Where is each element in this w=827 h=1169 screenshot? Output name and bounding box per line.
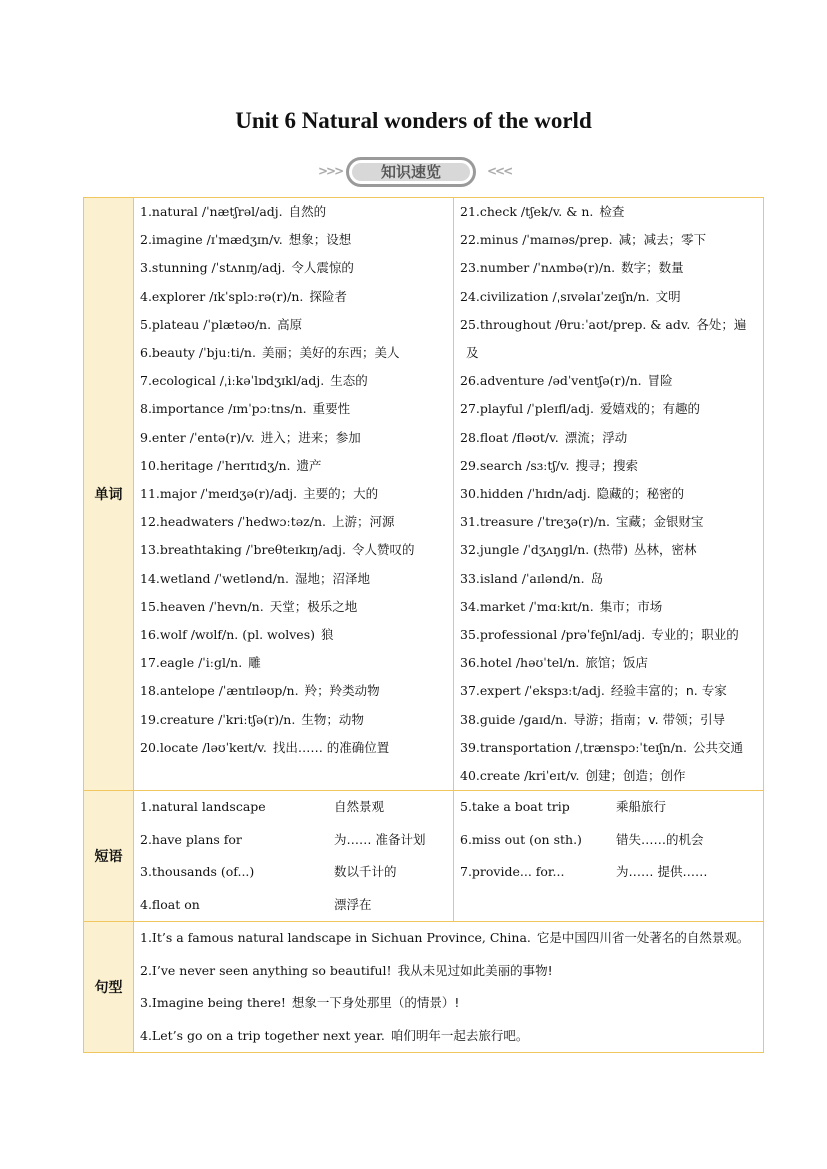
word-chinese: 各处；遍	[696, 316, 747, 332]
word-chinese: 高原	[277, 316, 303, 332]
word-item	[134, 311, 453, 339]
phrase-chinese: 乘船旅行	[616, 799, 667, 815]
word-chinese: 生态的	[330, 373, 368, 389]
word-chinese: 减；减去；零下	[618, 232, 707, 248]
phrase-item	[454, 856, 763, 889]
word-chinese: 隐藏的；秘密的	[596, 486, 685, 502]
word-english: 18.antelope /ˈæntɪləʊp/n.	[140, 683, 299, 699]
word-chinese: 主要的；大的	[303, 486, 379, 502]
phrase-english: 2.have plans for	[140, 831, 242, 847]
word-english: 9.enter /ˈentə(r)/v.	[140, 429, 255, 445]
phrase-item	[134, 791, 453, 824]
word-chinese: 公共交通	[692, 739, 743, 755]
word-item	[134, 593, 453, 621]
word-chinese: 进入；进来；参加	[260, 429, 361, 445]
word-chinese: 雕	[248, 655, 261, 671]
word-english: 10.heritage /ˈherɪtɪdʒ/n.	[140, 457, 291, 473]
word-item	[454, 424, 763, 452]
phrase-english: 5.take a boat trip	[460, 799, 570, 815]
word-chinese: 创建；创造；创作	[585, 768, 686, 784]
word-chinese: 检查	[599, 204, 625, 219]
word-item	[454, 593, 763, 621]
word-english: 5.plateau /ˈplætəʊ/n.	[140, 316, 272, 332]
word-chinese: 羚；羚类动物	[304, 683, 380, 699]
word-item	[454, 762, 763, 790]
word-english: 15.heaven /ˈhevn/n.	[140, 598, 264, 614]
word-chinese: 数字；数量	[621, 260, 684, 276]
word-english: 8.importance /ɪmˈpɔːtns/n.	[140, 401, 307, 417]
word-english: 38.guide /gaɪd/n.	[460, 711, 568, 727]
word-english: 22.minus /ˈmaɪnəs/prep.	[460, 232, 613, 248]
phrase-english: 1.natural landscape	[140, 799, 266, 815]
word-english: 12.headwaters /ˈhedwɔːtəz/n.	[140, 514, 326, 530]
word-english: 19.creature /ˈkriːtʃə(r)/n.	[140, 711, 296, 727]
page-title: Unit 6 Natural wonders of the world	[235, 108, 592, 133]
word-chinese: 湿地；沼泽地	[294, 570, 370, 586]
phrases-row	[84, 791, 764, 922]
banner-pill	[346, 157, 476, 187]
word-english: 21.check /tʃek/v. & n.	[460, 204, 594, 219]
word-english: 27.playful /ˈpleɪfl/adj.	[460, 401, 594, 417]
section-banner	[0, 156, 827, 196]
sentence-english: 4.Let’s go on a trip together next year.	[140, 1027, 385, 1043]
word-item	[454, 565, 763, 593]
words-left-column	[134, 198, 454, 791]
word-english: 35.professional /prəˈfeʃnl/adj.	[460, 627, 646, 643]
word-chinese: 集市；市场	[599, 598, 663, 614]
sentence-chinese: 想象一下身处那里（的情景）!	[291, 995, 460, 1011]
word-english: 28.float /fləʊt/v.	[460, 429, 559, 445]
sentence-item	[134, 955, 763, 988]
word-item	[134, 395, 453, 423]
word-item	[454, 339, 763, 367]
word-chinese: 漂流；浮动	[564, 429, 628, 445]
word-english: 40.create /kriˈeɪt/v.	[460, 768, 580, 784]
word-chinese: 令人震惊的	[291, 260, 354, 276]
phrases-left-column	[134, 791, 454, 922]
phrase-chinese: 漂浮在	[334, 896, 372, 912]
word-chinese: 想象；设想	[288, 232, 352, 248]
word-item	[134, 452, 453, 480]
word-english: 39.transportation /ˌtrænspɔːˈteɪʃn/n.	[460, 739, 687, 755]
word-chinese: 重要性	[312, 401, 351, 417]
word-item	[134, 198, 453, 226]
word-chinese: 旅馆；饭店	[585, 655, 648, 671]
word-chinese: 生物；动物	[301, 711, 364, 727]
word-english: 23.number /ˈnʌmbə(r)/n.	[460, 260, 616, 276]
word-item	[134, 621, 453, 649]
word-item	[134, 339, 453, 367]
word-chinese: 导游；指南；v. 带领；引导	[573, 711, 726, 727]
phrase-english: 4.float on	[140, 896, 200, 912]
phrase-chinese: 自然景观	[334, 799, 385, 815]
phrase-english: 6.miss out (on sth.)	[460, 831, 582, 847]
phrases-label: 短语	[84, 791, 134, 922]
word-chinese: 自然的	[288, 204, 327, 219]
word-english: 32.jungle /ˈdʒʌŋgl/n. (热带)	[460, 542, 629, 558]
word-chinese: 天堂；极乐之地	[269, 598, 358, 614]
phrase-item	[134, 889, 453, 922]
word-item	[454, 621, 763, 649]
word-english: 20.locate /ləʊˈkeɪt/v.	[140, 739, 267, 755]
word-item	[454, 706, 763, 734]
summary-table	[83, 197, 764, 1053]
sentences-row	[84, 922, 764, 1053]
word-english: 11.major /ˈmeɪdʒə(r)/adj.	[140, 486, 298, 502]
word-item	[134, 424, 453, 452]
sentence-item	[134, 1020, 763, 1053]
word-item	[454, 367, 763, 395]
sentences-column	[134, 922, 764, 1053]
word-english: 33.island /ˈaɪlənd/n.	[460, 570, 585, 586]
word-english: 16.wolf /wʊlf/n. (pl. wolves)	[140, 627, 315, 643]
phrase-chinese: 数以千计的	[334, 864, 397, 880]
sentence-english: 3.Imagine being there!	[140, 995, 286, 1011]
word-item	[134, 536, 453, 564]
left-arrows-icon: >>>	[318, 164, 343, 178]
phrase-chinese: 错失……的机会	[616, 831, 704, 847]
phrase-chinese: 为…… 提供……	[616, 864, 708, 880]
word-english: 29.search /sɜːtʃ/v.	[460, 457, 570, 473]
word-item	[134, 480, 453, 508]
word-item	[454, 254, 763, 282]
word-english: 26.adventure /ədˈventʃə(r)/n.	[460, 373, 642, 389]
words-label: 单词	[84, 198, 134, 791]
word-english: 25.throughout /θruːˈaʊt/prep. & adv.	[460, 316, 691, 332]
word-item	[454, 198, 763, 226]
word-item	[454, 649, 763, 677]
word-item	[454, 283, 763, 311]
word-item	[454, 734, 763, 762]
word-english: 13.breathtaking /ˈbreθteɪkɪŋ/adj.	[140, 542, 346, 558]
word-chinese: 岛	[590, 570, 604, 586]
phrase-item	[134, 856, 453, 889]
word-english: 3.stunning /ˈstʌnɪŋ/adj.	[140, 260, 286, 276]
word-item	[454, 452, 763, 480]
word-chinese: 专业的；职业的	[651, 627, 739, 643]
word-item	[134, 283, 453, 311]
phrase-item	[454, 791, 763, 824]
sentence-chinese: 我从未见过如此美丽的事物!	[397, 962, 553, 978]
word-chinese: 冒险	[647, 373, 673, 389]
word-item	[134, 508, 453, 536]
word-english: 2.imagine /ɪˈmædʒɪn/v.	[140, 232, 283, 248]
sentences-label: 句型	[84, 922, 134, 1053]
word-item	[134, 706, 453, 734]
sentence-item	[134, 922, 763, 955]
phrase-item	[454, 824, 763, 857]
word-item	[454, 311, 763, 339]
word-english: 1.natural /ˈnætʃrəl/adj.	[140, 204, 283, 219]
word-english: 31.treasure /ˈtreʒə(r)/n.	[460, 514, 610, 530]
word-item	[454, 536, 763, 564]
word-item	[454, 226, 763, 254]
word-english: 34.market /ˈmɑːkɪt/n.	[460, 598, 594, 614]
word-chinese: 狼	[321, 627, 334, 643]
word-english: 17.eagle /ˈiːgl/n.	[140, 655, 243, 671]
words-row	[84, 198, 764, 791]
word-chinese: 上游；河源	[331, 514, 395, 530]
word-item	[454, 480, 763, 508]
word-chinese: 遗产	[296, 457, 322, 473]
sentence-english: 2.I’ve never seen anything so beautiful!	[140, 962, 392, 978]
word-chinese: 美丽；美好的东西；美人	[261, 345, 400, 361]
word-item	[134, 734, 453, 762]
word-item	[454, 508, 763, 536]
sentence-english: 1.It’s a famous natural landscape in Sichuan Province, China.	[140, 930, 531, 946]
sentence-item	[134, 987, 763, 1020]
word-chinese: 爱嬉戏的；有趣的	[599, 401, 700, 417]
sentence-chinese: 咱们明年一起去旅行吧。	[390, 1027, 529, 1043]
sentence-chinese: 它是中国四川省一处著名的自然景观。	[536, 930, 750, 946]
right-arrows-icon: <<<	[487, 164, 512, 178]
word-chinese: 探险者	[309, 288, 347, 304]
phrase-chinese: 为…… 准备计划	[334, 831, 426, 847]
phrase-item	[134, 824, 453, 857]
banner-label: 知识速览	[352, 163, 470, 181]
word-english: 24.civilization /ˌsɪvəlaɪˈzeɪʃn/n.	[460, 288, 650, 304]
word-item	[134, 649, 453, 677]
word-english: 4.explorer /ɪkˈsplɔːrə(r)/n.	[140, 288, 304, 304]
word-chinese: 及	[466, 345, 479, 361]
word-english: 6.beauty /ˈbjuːti/n.	[140, 345, 256, 361]
word-chinese: 搜寻；搜索	[575, 457, 639, 473]
word-chinese: 经验丰富的；n. 专家	[610, 683, 727, 699]
word-chinese: 找出…… 的准确位置	[272, 739, 390, 755]
word-item	[134, 367, 453, 395]
phrases-right-column	[454, 791, 764, 922]
word-english: 36.hotel /həʊˈtel/n.	[460, 655, 580, 671]
word-chinese: 宝藏；金银财宝	[616, 514, 704, 530]
word-item	[454, 677, 763, 705]
word-english: 7.ecological /ˌiːkəˈlɒdʒɪkl/adj.	[140, 373, 325, 389]
word-item	[134, 565, 453, 593]
word-chinese: 令人赞叹的	[351, 542, 415, 558]
word-english: 30.hidden /ˈhɪdn/adj.	[460, 486, 591, 502]
word-item	[134, 226, 453, 254]
word-chinese: 文明	[655, 288, 681, 304]
phrase-english: 7.provide... for...	[460, 864, 565, 880]
word-item	[454, 395, 763, 423]
word-chinese: 丛林，密林	[634, 542, 697, 558]
word-english: 14.wetland /ˈwetlənd/n.	[140, 570, 289, 586]
phrase-english: 3.thousands (of...)	[140, 864, 255, 880]
word-item	[134, 254, 453, 282]
words-right-column	[454, 198, 764, 791]
word-english: 37.expert /ˈekspɜːt/adj.	[460, 683, 605, 699]
word-item	[134, 677, 453, 705]
